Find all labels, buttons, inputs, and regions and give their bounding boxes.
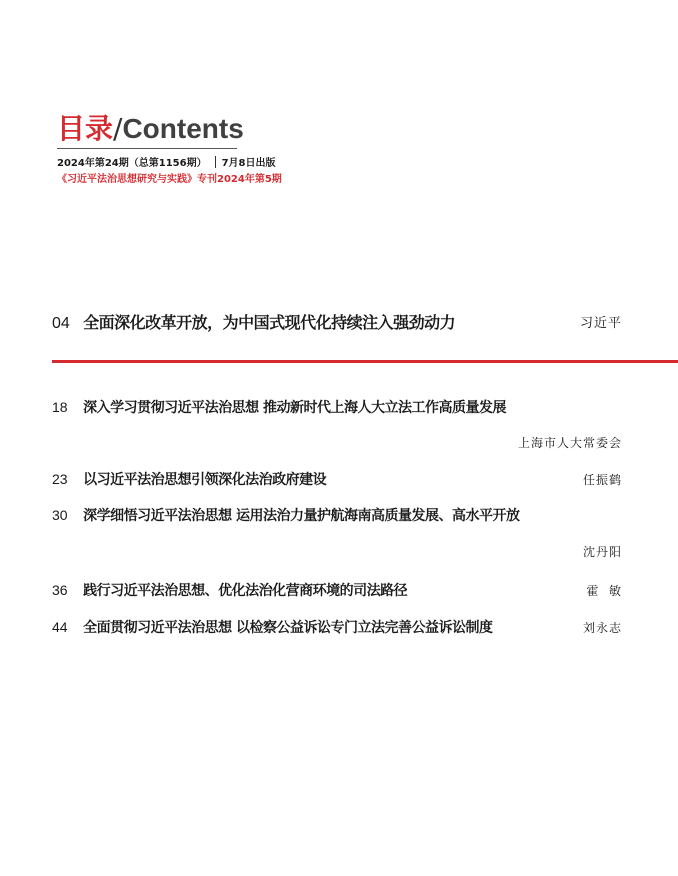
section-divider [52, 360, 678, 363]
page-number: 23 [52, 471, 68, 487]
article-author: 任振鹤 [582, 473, 622, 487]
page-number: 30 [52, 507, 68, 523]
article-title[interactable]: 深入学习贯彻习近平法治思想 推动新时代上海人大立法工作高质量发展 [83, 400, 506, 416]
toc-entry[interactable] [52, 469, 622, 489]
title-underline [57, 148, 237, 149]
toc-header [57, 112, 282, 185]
title-slash: / [113, 112, 123, 145]
toc-entry[interactable] [52, 505, 622, 525]
page-title [57, 112, 244, 146]
article-author: 刘永志 [582, 621, 622, 635]
issue-info: 2024年第24期（总第1156期） [57, 158, 207, 169]
article-author: 霍 敏 [586, 584, 622, 598]
issue-separator [215, 156, 216, 168]
article-title[interactable]: 深学细悟习近平法治思想 运用法治力量护航海南高质量发展、高水平开放 [83, 508, 520, 524]
article-author: 上海市人大常委会 [517, 436, 622, 450]
toc-entry[interactable] [52, 617, 622, 637]
title-chinese: 目录 [57, 112, 114, 145]
article-title[interactable]: 全面深化改革开放，为中国式现代化持续注入强劲动力 [83, 313, 456, 332]
special-issue: 《习近平法治思想研究与实践》专刊2024年第5期 [57, 174, 282, 185]
toc-entry[interactable] [52, 397, 622, 417]
publish-date: 7月8日出版 [221, 158, 276, 169]
article-author: 沈丹阳 [582, 545, 622, 559]
article-title[interactable]: 全面贯彻习近平法治思想 以检察公益诉讼专门立法完善公益诉讼制度 [83, 620, 493, 636]
toc-entry[interactable] [52, 580, 622, 600]
title-english: Contents [122, 113, 244, 144]
issue-line [57, 154, 276, 169]
article-title[interactable]: 以习近平法治思想引领深化法治政府建设 [83, 472, 327, 488]
toc-entry-lead[interactable] [52, 310, 622, 333]
page-number: 04 [52, 315, 70, 332]
article-title[interactable]: 践行习近平法治思想、优化法治化营商环境的司法路径 [83, 583, 408, 599]
page-number: 36 [52, 582, 68, 598]
page-number: 44 [52, 619, 68, 635]
article-author: 习近平 [579, 316, 622, 331]
page-number: 18 [52, 399, 68, 415]
